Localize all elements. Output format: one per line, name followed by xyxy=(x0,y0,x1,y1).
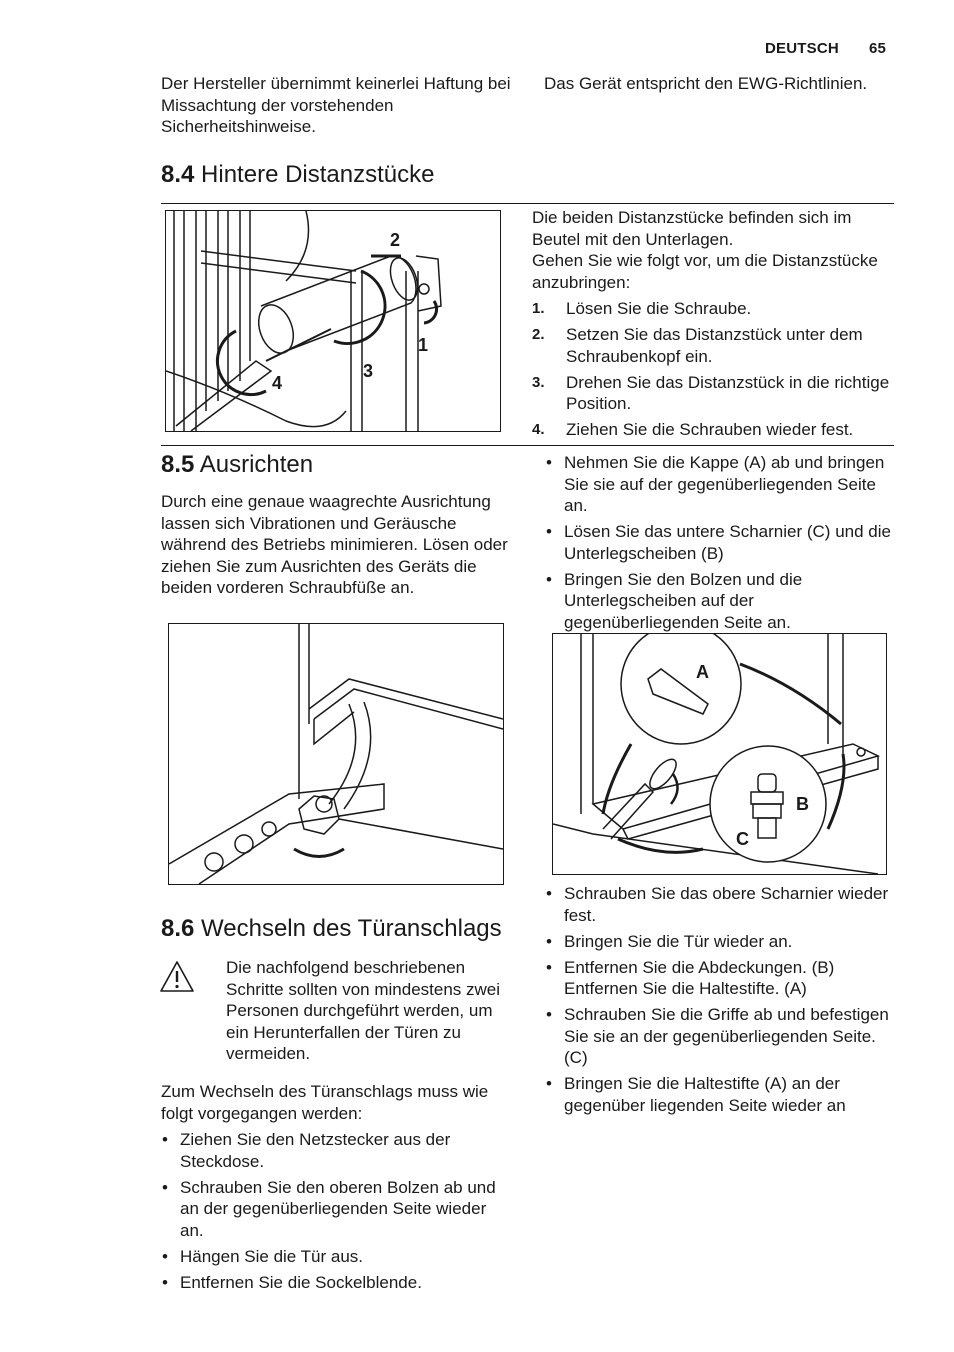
step-item: 3. Drehen Sie das Distanzstück in die richtige Position. xyxy=(532,372,890,413)
figure-label-b: B xyxy=(796,794,809,814)
list-item: • Schrauben Sie den oberen Bolzen ab und an der gegenüberliegenden Seite wieder an. xyxy=(161,1177,511,1242)
step-item: 4. Ziehen Sie die Schrauben wieder fest. xyxy=(532,420,854,439)
list-item: • Entfernen Sie die Sockelblende. xyxy=(161,1272,511,1294)
section-8-5-body: Durch eine genaue waagrechte Ausrichtung lassen sich Vibrationen und Geräusche während des Betriebs minimieren. Lösen oder ziehen Sie zum Ausrichten des Geräts die beiden vorderen Schraubfüße an. xyxy=(161,492,508,597)
figure-label-2: 2 xyxy=(390,230,401,250)
levelling-figure xyxy=(168,623,504,885)
section-8-6-bullets xyxy=(161,1129,511,1298)
right-bullets-bottom xyxy=(545,883,897,1121)
figure-label-4: 4 xyxy=(272,373,283,393)
figure-label-c: C xyxy=(736,829,749,849)
section-8-5-title: Ausrichten xyxy=(199,451,314,478)
levelling-illustration xyxy=(169,624,503,884)
section-8-5-number: 8.5 xyxy=(161,451,195,478)
section-8-5-top-rule xyxy=(161,445,894,446)
intro-left-text: Der Hersteller übernimmt keinerlei Haftung bei Missachtung der vorstehenden Sicherheitshinweise. xyxy=(161,74,511,136)
page-header-language: DEUTSCH xyxy=(765,40,839,57)
list-item: • Schrauben Sie das obere Scharnier wieder fest. xyxy=(545,883,897,926)
warning-icon xyxy=(159,960,195,994)
list-item: • Hängen Sie die Tür aus. xyxy=(161,1246,511,1268)
step-item: 1. Lösen Sie die Schraube. xyxy=(532,299,752,318)
list-item: • Bringen Sie den Bolzen und die Unterlegscheiben auf der gegenüberliegenden Seite an. xyxy=(545,569,895,634)
right-bullets-top xyxy=(545,452,895,638)
list-item: • Nehmen Sie die Kappe (A) ab und bringen Sie sie auf der gegenüberliegenden Seite an. xyxy=(545,452,895,517)
section-8-4-number: 8.4 xyxy=(161,161,195,188)
section-8-6-intro: Zum Wechseln des Türanschlags muss wie folgt vorgegangen werden: xyxy=(161,1082,489,1123)
section-8-4-heading xyxy=(161,161,434,189)
section-8-4-text xyxy=(532,207,892,445)
hinge-illustration xyxy=(553,634,886,874)
section-8-4-paragraph-2: Gehen Sie wie folgt vor, um die Distanzstücke anzubringen: xyxy=(532,251,878,292)
spacer-illustration xyxy=(166,211,500,431)
section-8-6-heading xyxy=(161,915,502,943)
figure-label-3: 3 xyxy=(363,361,374,381)
warning-text: Die nachfolgend beschriebenen Schritte sollten von mindestens zwei Personen durchgeführt werden, um ein Herunterfallen der Türen zu vermeiden. xyxy=(226,958,501,1063)
hinge-figure xyxy=(552,633,887,875)
section-8-6-title: Wechseln des Türanschlags xyxy=(201,915,502,942)
list-item: • Ziehen Sie den Netzstecker aus der Steckdose. xyxy=(161,1129,511,1172)
list-item: • Bringen Sie die Haltestifte (A) an der gegenüber liegenden Seite wieder an xyxy=(545,1073,897,1116)
page-number: 65 xyxy=(869,40,887,57)
intro-right-text: Das Gerät entspricht den EWG-Richtlinien. xyxy=(544,74,868,93)
list-item: • Entfernen Sie die Abdeckungen. (B) Entfernen Sie die Haltestifte. (A) xyxy=(545,957,897,1000)
section-8-4-steps xyxy=(532,298,892,441)
section-8-4-paragraph-1: Die beiden Distanzstücke befinden sich im Beutel mit den Unterlagen. xyxy=(532,208,852,249)
section-8-5-heading xyxy=(161,451,313,479)
figure-label-a: A xyxy=(696,662,709,682)
list-item: • Lösen Sie das untere Scharnier (C) und die Unterlegscheiben (B) xyxy=(545,521,895,564)
figure-label-1: 1 xyxy=(418,335,429,355)
spacer-figure xyxy=(165,210,501,432)
section-8-4-top-rule xyxy=(161,203,894,204)
list-item: • Bringen Sie die Tür wieder an. xyxy=(545,931,897,953)
section-8-6-number: 8.6 xyxy=(161,915,195,942)
section-8-4-title: Hintere Distanzstücke xyxy=(201,161,435,188)
step-item: 2. Setzen Sie das Distanzstück unter dem Schraubenkopf ein. xyxy=(532,325,863,366)
list-item: • Schrauben Sie die Griffe ab und befestigen Sie sie an der gegenüberliegenden Seite. (C) xyxy=(545,1004,897,1069)
